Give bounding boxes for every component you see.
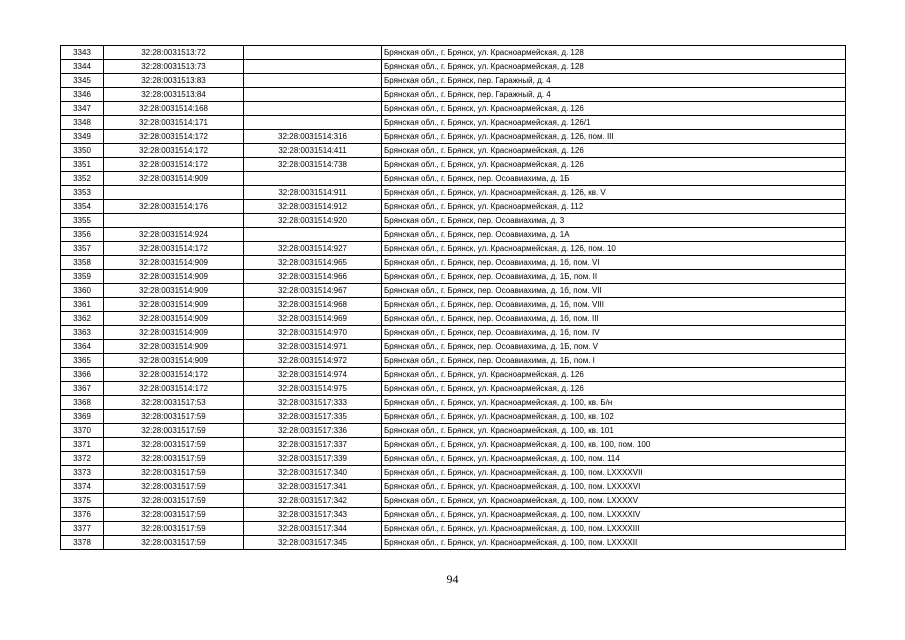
cadastral-number-cell: 32:28:0031514:909 [104,172,244,186]
row-number-cell: 3343 [61,46,104,60]
address-cell: Брянская обл., г. Брянск, ул. Красноармейская, д. 126/1 [382,116,846,130]
object-cadastral-number-cell: 32:28:0031514:738 [244,158,382,172]
object-cadastral-number-cell: 32:28:0031517:342 [244,494,382,508]
cadastral-number-cell: 32:28:0031517:59 [104,438,244,452]
address-cell: Брянская обл., г. Брянск, ул. Красноармейская, д. 126 [382,102,846,116]
cadastral-number-cell: 32:28:0031514:176 [104,200,244,214]
cadastral-number-cell: 32:28:0031517:53 [104,396,244,410]
table-row [61,60,846,74]
table-row [61,340,846,354]
address-cell: Брянская обл., г. Брянск, ул. Красноармейская, д. 100, пом. 114 [382,452,846,466]
table-row [61,46,846,60]
row-number-cell: 3353 [61,186,104,200]
object-cadastral-number-cell [244,228,382,242]
table-row [61,74,846,88]
page-number: 94 [446,572,459,586]
address-cell: Брянская обл., г. Брянск, пер. Осоавиахима, д. 1Б, пом. I [382,354,846,368]
table-row [61,326,846,340]
object-cadastral-number-cell: 32:28:0031514:966 [244,270,382,284]
address-cell: Брянская обл., г. Брянск, ул. Красноармейская, д. 126, кв. V [382,186,846,200]
address-cell: Брянская обл., г. Брянск, ул. Красноармейская, д. 100, пом. LXXXXIV [382,508,846,522]
address-cell: Брянская обл., г. Брянск, пер. Осоавиахима, д. 1б, пом. VIII [382,298,846,312]
row-number-cell: 3367 [61,382,104,396]
row-number-cell: 3372 [61,452,104,466]
address-cell: Брянская обл., г. Брянск, ул. Красноармейская, д. 100, кв. 100, пом. 100 [382,438,846,452]
row-number-cell: 3358 [61,256,104,270]
object-cadastral-number-cell: 32:28:0031514:968 [244,298,382,312]
cadastral-number-cell: 32:28:0031514:172 [104,144,244,158]
table-row [61,270,846,284]
object-cadastral-number-cell: 32:28:0031514:967 [244,284,382,298]
row-number-cell: 3363 [61,326,104,340]
table-row [61,298,846,312]
cadastral-number-cell: 32:28:0031513:72 [104,46,244,60]
address-cell: Брянская обл., г. Брянск, ул. Красноармейская, д. 126 [382,158,846,172]
cadastral-number-cell: 32:28:0031517:59 [104,536,244,550]
cadastral-number-cell: 32:28:0031514:172 [104,382,244,396]
table-row [61,354,846,368]
cadastral-number-cell: 32:28:0031514:909 [104,298,244,312]
address-cell: Брянская обл., г. Брянск, пер. Осоавиахима, д. 1б, пом. IV [382,326,846,340]
row-number-cell: 3350 [61,144,104,158]
row-number-cell: 3361 [61,298,104,312]
table-row [61,466,846,480]
table-row [61,186,846,200]
object-cadastral-number-cell: 32:28:0031517:340 [244,466,382,480]
table-row [61,116,846,130]
table-row [61,284,846,298]
row-number-cell: 3357 [61,242,104,256]
cadastral-number-cell: 32:28:0031514:172 [104,242,244,256]
object-cadastral-number-cell: 32:28:0031517:333 [244,396,382,410]
row-number-cell: 3351 [61,158,104,172]
cadastral-number-cell: 32:28:0031514:909 [104,256,244,270]
row-number-cell: 3366 [61,368,104,382]
row-number-cell: 3369 [61,410,104,424]
cadastral-number-cell: 32:28:0031514:909 [104,284,244,298]
row-number-cell: 3359 [61,270,104,284]
table-row [61,144,846,158]
object-cadastral-number-cell: 32:28:0031517:335 [244,410,382,424]
address-cell: Брянская обл., г. Брянск, ул. Красноармейская, д. 112 [382,200,846,214]
row-number-cell: 3355 [61,214,104,228]
object-cadastral-number-cell: 32:28:0031517:343 [244,508,382,522]
cadastral-number-cell [104,214,244,228]
table-row [61,480,846,494]
address-cell: Брянская обл., г. Брянск, пер. Осоавиахима, д. 1А [382,228,846,242]
row-number-cell: 3348 [61,116,104,130]
address-cell: Брянская обл., г. Брянск, пер. Осоавиахима, д. 1б, пом. VI [382,256,846,270]
object-cadastral-number-cell [244,116,382,130]
row-number-cell: 3371 [61,438,104,452]
address-cell: Брянская обл., г. Брянск, ул. Красноармейская, д. 100, кв. Б/н [382,396,846,410]
address-cell: Брянская обл., г. Брянск, ул. Красноармейская, д. 100, кв. 101 [382,424,846,438]
cadastral-number-cell: 32:28:0031514:909 [104,312,244,326]
object-cadastral-number-cell: 32:28:0031517:341 [244,480,382,494]
cadastral-number-cell: 32:28:0031517:59 [104,410,244,424]
address-cell: Брянская обл., г. Брянск, пер. Осоавиахима, д. 1б, пом. VII [382,284,846,298]
address-cell: Брянская обл., г. Брянск, ул. Красноармейская, д. 128 [382,46,846,60]
address-cell: Брянская обл., г. Брянск, ул. Красноармейская, д. 100, пом. LXXXXVII [382,466,846,480]
table-row [61,88,846,102]
object-cadastral-number-cell: 32:28:0031517:336 [244,424,382,438]
row-number-cell: 3354 [61,200,104,214]
address-cell: Брянская обл., г. Брянск, пер. Осоавиахима, д. 1б, пом. III [382,312,846,326]
cadastral-number-cell: 32:28:0031513:83 [104,74,244,88]
row-number-cell: 3377 [61,522,104,536]
row-number-cell: 3364 [61,340,104,354]
address-cell: Брянская обл., г. Брянск, пер. Гаражный, д. 4 [382,88,846,102]
row-number-cell: 3349 [61,130,104,144]
table-row [61,368,846,382]
table-row [61,382,846,396]
object-cadastral-number-cell: 32:28:0031514:920 [244,214,382,228]
object-cadastral-number-cell [244,102,382,116]
table-row [61,200,846,214]
object-cadastral-number-cell [244,46,382,60]
address-cell: Брянская обл., г. Брянск, ул. Красноармейская, д. 100, пом. LXXXXV [382,494,846,508]
table-row [61,494,846,508]
cadastral-number-cell: 32:28:0031513:84 [104,88,244,102]
cadastral-number-cell: 32:28:0031514:909 [104,270,244,284]
object-cadastral-number-cell [244,74,382,88]
table-row [61,256,846,270]
row-number-cell: 3347 [61,102,104,116]
cadastral-number-cell: 32:28:0031514:909 [104,340,244,354]
cadastral-number-cell [104,186,244,200]
table-row [61,536,846,550]
object-cadastral-number-cell: 32:28:0031514:912 [244,200,382,214]
address-cell: Брянская обл., г. Брянск, ул. Красноармейская, д. 126 [382,382,846,396]
table-row [61,242,846,256]
cadastral-number-cell: 32:28:0031517:59 [104,522,244,536]
object-cadastral-number-cell: 32:28:0031514:972 [244,354,382,368]
object-cadastral-number-cell: 32:28:0031517:345 [244,536,382,550]
row-number-cell: 3356 [61,228,104,242]
cadastral-number-cell: 32:28:0031514:172 [104,130,244,144]
row-number-cell: 3376 [61,508,104,522]
row-number-cell: 3346 [61,88,104,102]
address-cell: Брянская обл., г. Брянск, ул. Красноармейская, д. 126, пом. III [382,130,846,144]
cadastral-number-cell: 32:28:0031513:73 [104,60,244,74]
row-number-cell: 3368 [61,396,104,410]
address-cell: Брянская обл., г. Брянск, пер. Осоавиахима, д. 1Б [382,172,846,186]
cadastral-number-cell: 32:28:0031517:59 [104,480,244,494]
cadastral-number-cell: 32:28:0031514:924 [104,228,244,242]
table-row [61,508,846,522]
object-cadastral-number-cell: 32:28:0031514:970 [244,326,382,340]
object-cadastral-number-cell: 32:28:0031514:411 [244,144,382,158]
table-row [61,312,846,326]
row-number-cell: 3378 [61,536,104,550]
address-cell: Брянская обл., г. Брянск, ул. Красноармейская, д. 100, кв. 102 [382,410,846,424]
table-row [61,522,846,536]
cadastral-number-cell: 32:28:0031517:59 [104,494,244,508]
cadastral-number-cell: 32:28:0031514:171 [104,116,244,130]
row-number-cell: 3373 [61,466,104,480]
address-cell: Брянская обл., г. Брянск, ул. Красноармейская, д. 126 [382,144,846,158]
object-cadastral-number-cell: 32:28:0031514:927 [244,242,382,256]
table-row [61,228,846,242]
address-cell: Брянская обл., г. Брянск, пер. Осоавиахима, д. 1Б, пом. II [382,270,846,284]
address-cell: Брянская обл., г. Брянск, ул. Красноармейская, д. 100, пом. LXXXXII [382,536,846,550]
address-cell: Брянская обл., г. Брянск, пер. Осоавиахима, д. 1Б, пом. V [382,340,846,354]
object-cadastral-number-cell [244,172,382,186]
object-cadastral-number-cell: 32:28:0031514:911 [244,186,382,200]
table-row [61,214,846,228]
address-cell: Брянская обл., г. Брянск, ул. Красноармейская, д. 100, пом. LXXXXVI [382,480,846,494]
cadastral-number-cell: 32:28:0031514:172 [104,158,244,172]
table-row [61,130,846,144]
cadastral-number-cell: 32:28:0031514:172 [104,368,244,382]
table-row [61,410,846,424]
address-cell: Брянская обл., г. Брянск, ул. Красноармейская, д. 128 [382,60,846,74]
address-cell: Брянская обл., г. Брянск, пер. Гаражный, д. 4 [382,74,846,88]
table-row [61,158,846,172]
cadastral-number-cell: 32:28:0031517:59 [104,424,244,438]
object-cadastral-number-cell: 32:28:0031514:969 [244,312,382,326]
cadastral-number-cell: 32:28:0031514:909 [104,354,244,368]
cadastral-number-cell: 32:28:0031514:168 [104,102,244,116]
row-number-cell: 3374 [61,480,104,494]
object-cadastral-number-cell: 32:28:0031514:965 [244,256,382,270]
row-number-cell: 3370 [61,424,104,438]
table-row [61,172,846,186]
object-cadastral-number-cell: 32:28:0031517:344 [244,522,382,536]
row-number-cell: 3360 [61,284,104,298]
object-cadastral-number-cell: 32:28:0031514:971 [244,340,382,354]
row-number-cell: 3375 [61,494,104,508]
table-row [61,438,846,452]
row-number-cell: 3352 [61,172,104,186]
object-cadastral-number-cell [244,88,382,102]
table-row [61,452,846,466]
address-cell: Брянская обл., г. Брянск, ул. Красноармейская, д. 100, пом. LXXXXIII [382,522,846,536]
object-cadastral-number-cell: 32:28:0031514:975 [244,382,382,396]
address-cell: Брянская обл., г. Брянск, ул. Красноармейская, д. 126, пом. 10 [382,242,846,256]
object-cadastral-number-cell: 32:28:0031514:316 [244,130,382,144]
row-number-cell: 3362 [61,312,104,326]
object-cadastral-number-cell: 32:28:0031517:339 [244,452,382,466]
address-cell: Брянская обл., г. Брянск, пер. Осоавиахима, д. 3 [382,214,846,228]
table-row [61,396,846,410]
object-cadastral-number-cell [244,60,382,74]
cadastral-number-cell: 32:28:0031517:59 [104,508,244,522]
cadastral-number-cell: 32:28:0031517:59 [104,452,244,466]
row-number-cell: 3345 [61,74,104,88]
table-row [61,102,846,116]
row-number-cell: 3365 [61,354,104,368]
object-cadastral-number-cell: 32:28:0031517:337 [244,438,382,452]
cadastral-number-cell: 32:28:0031517:59 [104,466,244,480]
cadastral-number-cell: 32:28:0031514:909 [104,326,244,340]
registry-table [60,45,846,550]
row-number-cell: 3344 [61,60,104,74]
object-cadastral-number-cell: 32:28:0031514:974 [244,368,382,382]
table-row [61,424,846,438]
registry-table-body [61,46,846,550]
address-cell: Брянская обл., г. Брянск, ул. Красноармейская, д. 126 [382,368,846,382]
